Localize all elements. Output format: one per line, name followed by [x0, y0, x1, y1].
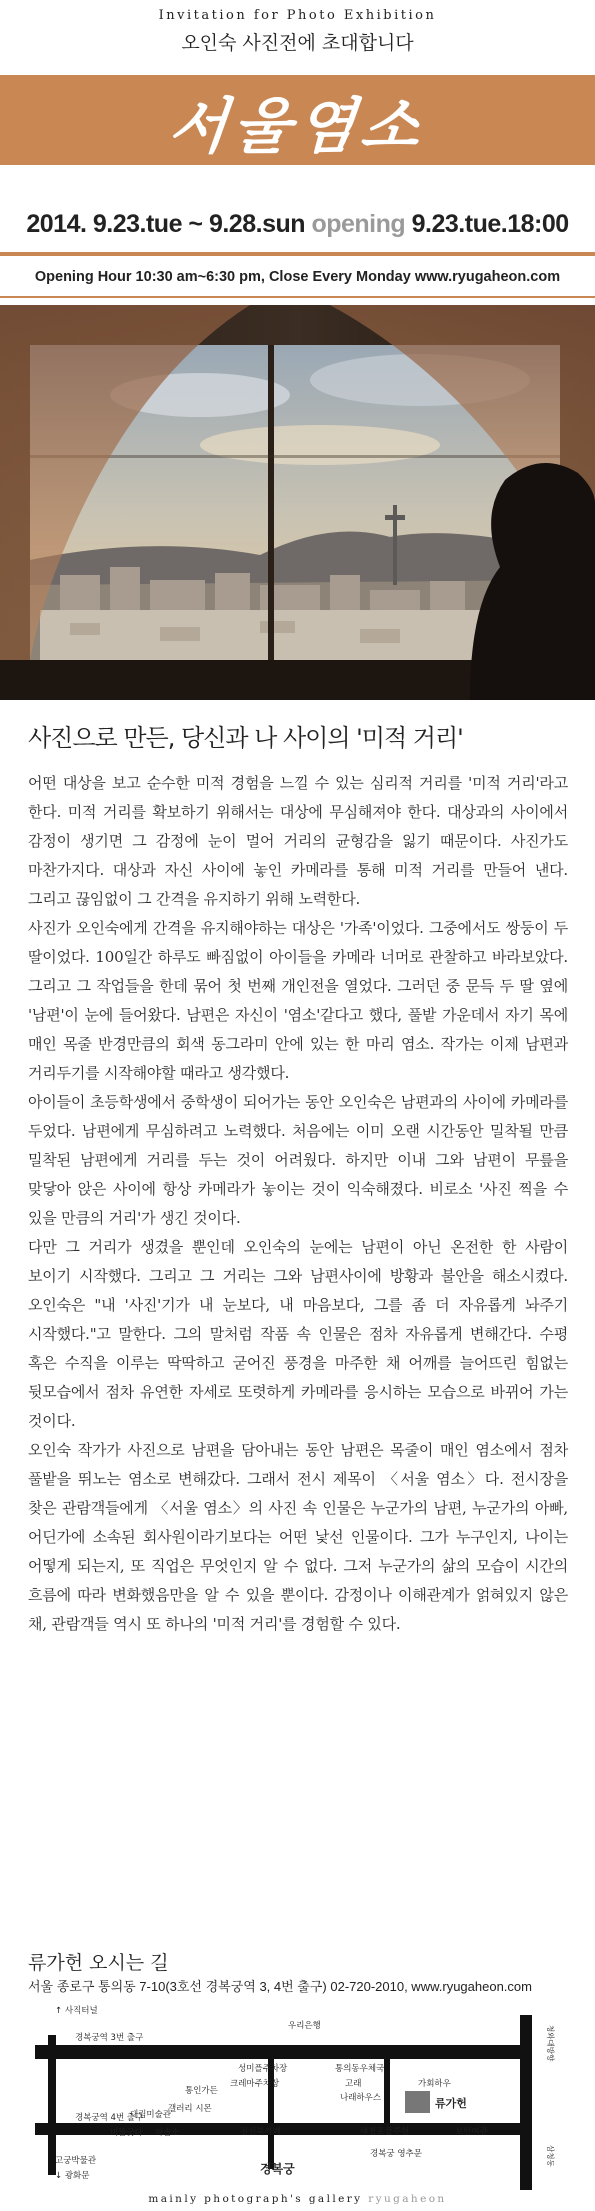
exhibition-dates	[0, 210, 595, 239]
location-map	[0, 1995, 595, 2195]
map-label: 보안여관	[455, 2127, 488, 2137]
article-paragraph: 사진가 오인숙에게 간격을 유지해야하는 대상은 '가족'이었다. 그중에서도 쌍둥이 두 딸이었다. 100일간 하루도 빠짐없이 아이들을 카메라 너머로 관찰하고 바라보았다. 그리고 그 작업들을 한데 묶어 첫 번째 개인전을 열었다. 그러던 중 문득 두 딸 옆에 '남편'이 눈에 들어왔다. 남편은 자신이 '염소'같다고 했다, 풀밭 가운데서 자기 목에 매인 목줄 반경만큼의 회색 동그라미 안에 있는 한 마리 염소. 작가는 이제 남편과 거리두기를 시작해야할 때라고 생각했다.	[28, 919, 568, 1082]
map-label: 통인가든	[185, 2086, 218, 2096]
map-label: 진선북카페	[240, 2127, 282, 2137]
map-label: 대림미술관	[130, 2110, 172, 2120]
opening-label: opening	[311, 210, 406, 238]
map-label: 가회하우	[418, 2079, 451, 2089]
map-label: 해철포플루헌	[360, 2127, 410, 2137]
map-label-gyeongbokgung: 경복궁	[260, 2162, 295, 2176]
map-label: 삼청동	[546, 2145, 555, 2167]
opening-time: 9.23.tue.18:00	[411, 210, 569, 238]
exhibition-article	[28, 718, 568, 1639]
map-label: 경복궁역 3번 출구	[75, 2033, 144, 2043]
invitation-subtitle: 오인숙 사진전에 초대합니다	[181, 32, 414, 54]
invitation-kicker: Invitation for Photo Exhibition	[158, 8, 437, 23]
map-label: 고래	[345, 2079, 362, 2089]
footer-tagline: mainly photograph's gallery	[148, 2193, 363, 2205]
article-paragraph: 어떤 대상을 보고 순수한 미적 경험을 느낄 수 있는 심리적 거리를 '미적 거리'라고 한다. 미적 거리를 확보하기 위해서는 대상에 무심해져야 한다. 대상과의 사이에서 감정이 생기면 그 감정에 눈이 멀어 거리의 균형감을 잃기 때문이다. 사진가도 마찬가지다. 대상과 자신 사이에 놓인 카메라를 통해 미적 거리를 만들어 낸다. 그리고 끊임없이 그 간격을 유지하기 위해 노력한다.	[28, 774, 568, 908]
date-range: 2014. 9.23.tue ~ 9.28.sun	[26, 210, 306, 238]
map-label: 청와대방향	[546, 2025, 555, 2062]
opening-hours: Opening Hour 10:30 am~6:30 pm, Close Every Monday www.ryugaheon.com	[34, 269, 561, 285]
map-label: 나래하우스	[340, 2093, 382, 2103]
divider-thick	[0, 252, 595, 256]
article-title: 사진으로 만든, 당신과 나 사이의 '미적 거리'	[28, 724, 463, 752]
map-label: 성미플주차장	[238, 2064, 288, 2074]
map-label: 파솔소	[155, 2128, 180, 2138]
map-label: 경복궁 영추문	[370, 2149, 422, 2159]
footer-brand: ryugaheon	[368, 2193, 447, 2205]
directions-address: 서울 종로구 통의동 7-10(3호선 경복궁역 3, 4번 출구) 02-720-2010, www.ryugaheon.com	[28, 1979, 532, 1994]
map-label: 경복궁역 4번 출구	[75, 2113, 144, 2123]
article-paragraph: 오인숙 작가가 사진으로 남편을 담아내는 동안 남편은 목줄이 매인 염소에서 점차 풀밭을 뛰노는 염소로 변해갔다. 그래서 전시 제목이 〈서울 염소〉다. 전시장을 찾은 관람객들에게 〈서울 염소〉의 사진 속 인물은 누군가의 남편, 누군가의 아빠, 어딘가에 소속된 회사원이라기보다는 어떤 낯선 인물이다. 그가 누구인지, 나이는 어떻게 되는지, 또 직업은 무엇인지 알 수 없다. 그저 누군가의 삶의 모습이 시간의 흐름에 따라 변화했음만을 알 수 있을 뿐이다. 감정이나 이해관계가 얽혀있지 않은 채, 관람객들 역시 또 하나의 '미적 거리'를 경험할 수 있다.	[28, 1441, 568, 1633]
article-paragraph: 다만 그 거리가 생겼을 뿐인데 오인숙의 눈에는 남편이 아닌 온전한 한 사람이 보이기 시작했다. 그리고 그 거리는 그와 남편사이에 방황과 불안을 해소시켰다. 오인숙은 "내 '사진'기가 내 눈보다, 내 마음보다, 그를 좀 더 자유롭게 놔주기 시작했다."고 말한다. 그의 말처럼 작품 속 인물은 점차 자유롭게 변해간다. 수평 혹은 수직을 이루는 딱딱하고 굳어진 풍경을 마주한 채 어깨를 늘어뜨린 힘없는 뒷모습에서 점차 유연한 자세로 또렷하게 카메라를 응시하는 모습으로 바뀌어 가는 것이다.	[28, 1238, 568, 1430]
map-label: 갤러리 시몬	[168, 2104, 212, 2114]
divider-thin	[0, 296, 595, 298]
article-paragraph: 아이들이 초등학생에서 중학생이 되어가는 동안 오인숙은 남편과의 사이에 카메라를 두었다. 남편에게 무심하려고 노력했다. 처음에는 이미 오랜 시간동안 밀착될 만큼 밀착된 남편에게 거리를 두는 것이 어려웠다. 하지만 이내 그와 남편이 무릎을 맞닿아 앉은 사이에 항상 카메라가 놓이는 것이 익숙해졌다. 비로소 '사진 찍을 수 있을 만큼의 거리'가 생긴 것이다.	[28, 1093, 568, 1227]
map-label-ryugaheon: 류가헌	[435, 2097, 467, 2110]
map-label: 고궁박물관	[55, 2156, 97, 2166]
map-label: ↓ 광화문	[55, 2171, 90, 2181]
exhibition-photo	[0, 305, 595, 700]
gallery-footer	[0, 2193, 595, 2205]
exhibition-title: 서울염소	[165, 92, 429, 162]
map-label: 비뚤굿다	[110, 2128, 143, 2138]
title-banner	[0, 75, 595, 165]
map-label: 우리은행	[288, 2021, 321, 2031]
map-label: ↑ 사직터널	[55, 2006, 98, 2016]
map-label: 통의동우체국	[335, 2064, 385, 2074]
map-label: 크레마주차장	[230, 2079, 280, 2089]
directions-title: 류가헌 오시는 길	[28, 1952, 169, 1974]
